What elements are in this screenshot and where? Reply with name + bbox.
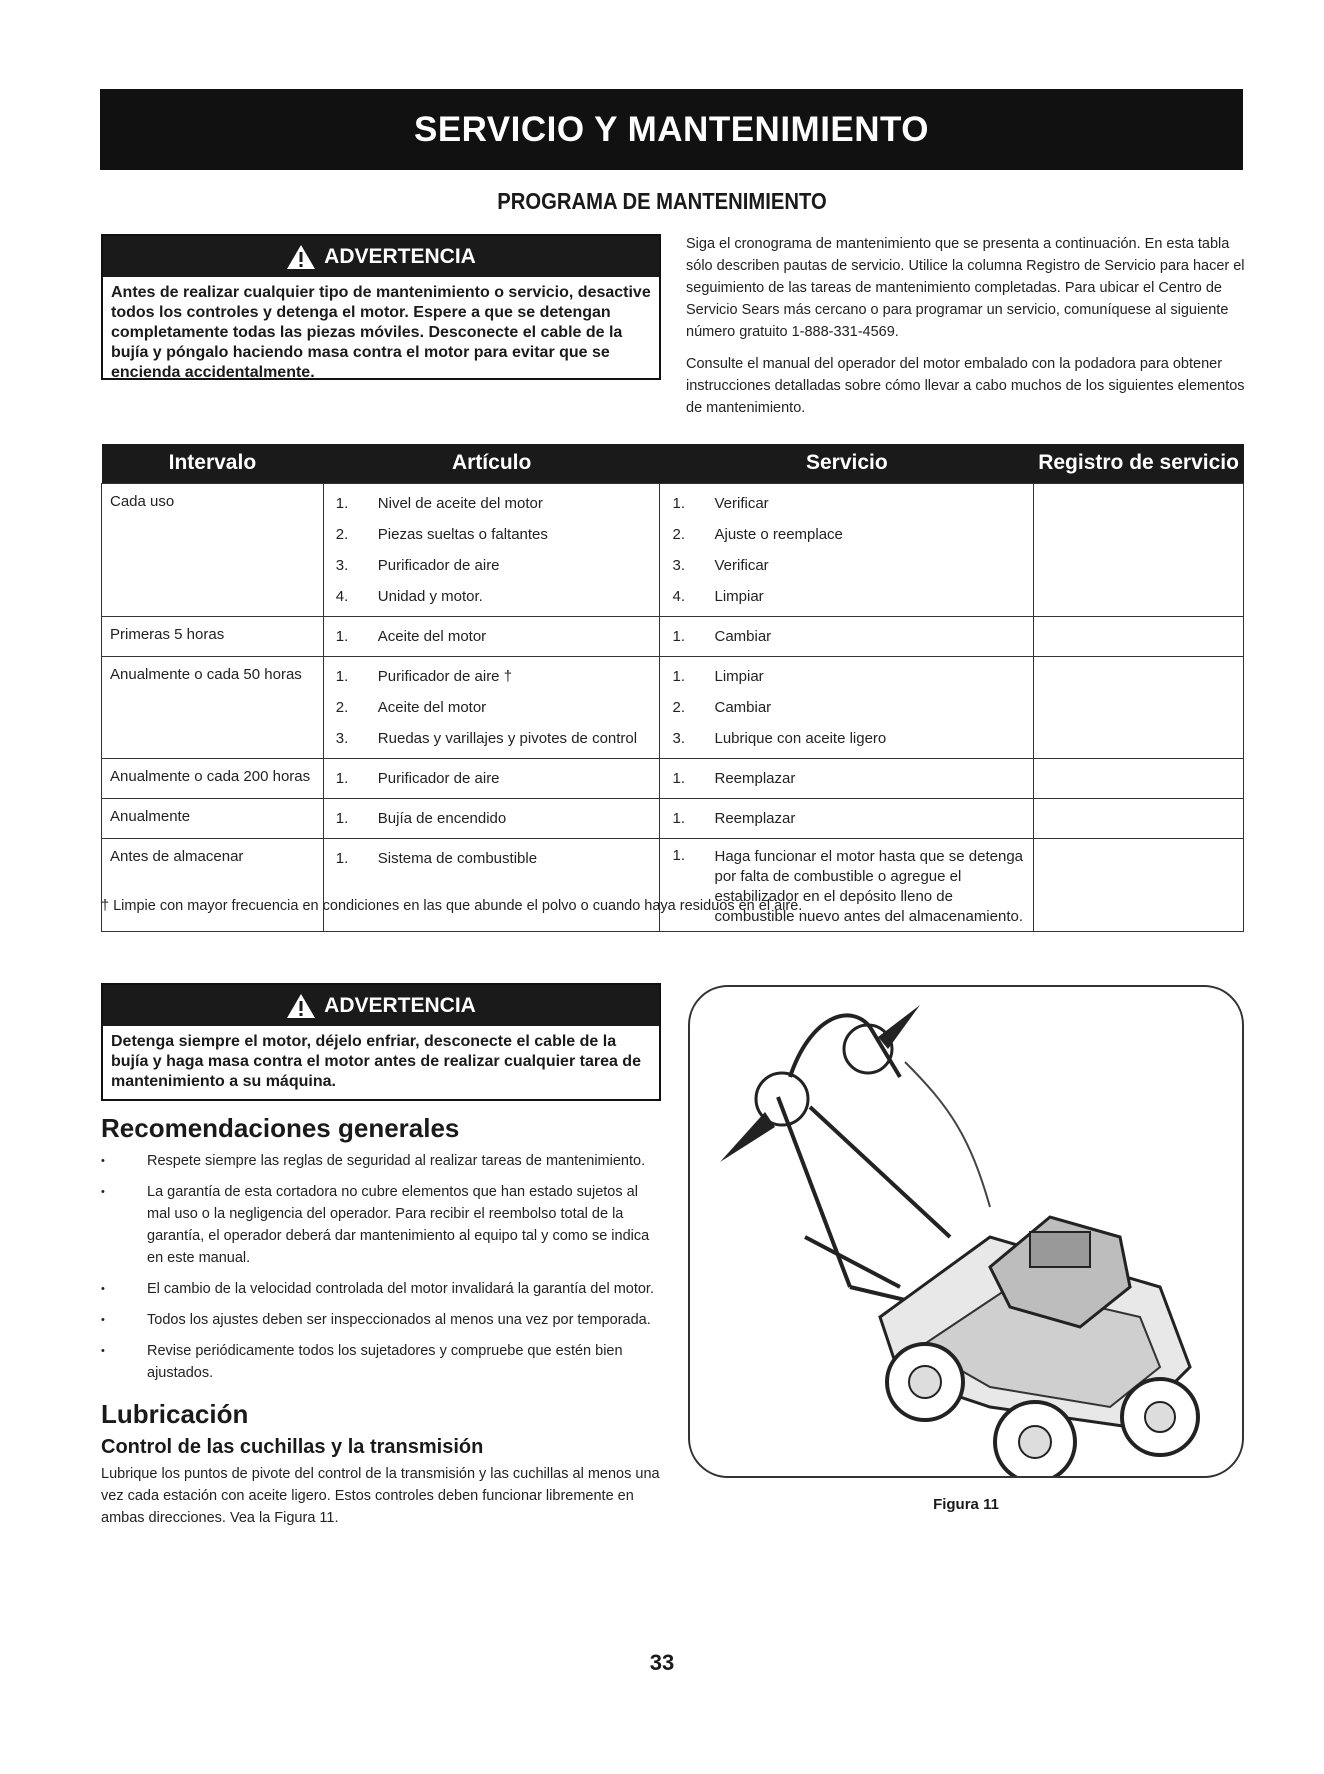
service-number: 3. [672,729,685,747]
list-item [666,723,1027,754]
list-item [666,519,1027,550]
service-number: 1. [672,769,685,787]
service-number: 3. [672,556,685,574]
warning-label: ADVERTENCIA [324,244,476,268]
list-item: • El cambio de la velocidad controlada del motor invalidará la garantía del motor. [101,1278,661,1300]
interval-cell: Anualmente [110,807,191,825]
item-number: 1. [335,809,349,827]
lubrication-heading: Lubricación [101,1399,249,1429]
service-text: Cambiar [714,627,772,645]
service-text: Ajuste o reemplace [714,525,843,543]
warning-text: Antes de realizar cualquier tipo de mantenimiento o servicio, desactive todos los controles y detenga el motor. Espere a que se detengan completamente todas las piezas móviles. Desconecte el cable de la bujía y póngalo haciendo masa contra el motor para evitar que se encienda accidentalmente. [111,284,651,381]
service-number: 1. [672,627,685,645]
list-item [330,488,654,519]
table-row [102,838,1244,931]
interval-cell: Cada uso [110,492,175,510]
table-row [102,656,1244,758]
service-record-cell [1034,838,1244,931]
item-text: Bujía de encendido [377,809,507,827]
warning-text: Detenga siempre el motor, déjelo enfriar, desconecte el cable de la bujía y haga masa contra el motor antes de realizar cualquier tarea de mantenimiento a su máquina. [111,1033,641,1090]
item-text: Purificador de aire [377,556,500,574]
table-footnote: † Limpie con mayor frecuencia en condiciones en las que abunde el polvo o cuando haya residuos en el aire. [101,898,803,914]
list-item [330,803,654,834]
item-text: Piezas sueltas o faltantes [377,525,548,543]
section-title: PROGRAMA DE MANTENIMIENTO [497,188,827,214]
list-item: • Todos los ajustes deben ser inspeccionados al menos una vez por temporada. [101,1309,661,1331]
item-text: Purificador de aire † [377,667,513,685]
header-servicio: Servicio [660,444,1034,483]
item-number: 2. [335,698,349,716]
warning-label: ADVERTENCIA [324,993,476,1017]
list-item [330,661,654,692]
item-number: 3. [335,729,349,747]
list-item [666,581,1027,612]
general-recommendations-heading: Recomendaciones generales [101,1113,460,1143]
warning-triangle-icon [286,993,316,1019]
table-row [102,483,1244,616]
lawn-mower-illustration-icon [690,987,1244,1478]
item-number: 1. [335,849,349,867]
item-number: 4. [335,587,349,605]
item-text: Nivel de aceite del motor [377,494,543,512]
list-item [330,550,654,581]
interval-cell: Anualmente o cada 50 horas [110,665,302,683]
service-text: Limpiar [714,587,764,605]
service-text: Reemplazar [714,769,796,787]
page-number: 33 [649,1650,675,1675]
header-intervalo: Intervalo [102,444,324,483]
list-item [330,763,654,794]
list-item [330,692,654,723]
service-number: 2. [672,698,685,716]
lubrication-text: Lubrique los puntos de pivote del control de la transmisión y las cuchillas al menos una vez cada estación con aceite ligero. Estos controles deben funcionar libremente en ambas direcciones. Vea la Figura 11. [101,1466,660,1526]
lubrication-subheading: Control de las cuchillas y la transmisión [101,1436,484,1458]
list-item [666,550,1027,581]
interval-cell: Antes de almacenar [110,847,244,865]
list-item [666,763,1027,794]
item-text: Sistema de combustible [377,849,538,867]
service-record-cell [1034,798,1244,838]
item-number: 1. [335,769,349,787]
item-text: Aceite del motor [377,698,487,716]
list-item [330,581,654,612]
service-text: Haga funcionar el motor hasta que se detenga por falta de combustible o agregue el estabilizador en el depósito lleno de combustible nuevo antes del almacenamiento. [714,847,1024,925]
service-number: 1. [672,494,685,512]
list-item: • Respete siempre las reglas de seguridad al realizar tareas de mantenimiento. [101,1150,661,1172]
figure-11 [688,985,1244,1478]
service-record-cell [1034,758,1244,798]
table-header-row [102,444,1244,483]
interval-cell: Primeras 5 horas [110,625,225,643]
recommendations-list [101,1150,661,1393]
service-record-cell [1034,656,1244,758]
item-text: Ruedas y varillajes y pivotes de control [377,729,638,747]
list-item [666,661,1027,692]
service-text: Verificar [714,556,769,574]
item-number: 1. [335,667,349,685]
list-item: • La garantía de esta cortadora no cubre elementos que han estado sujetos al mal uso o la negligencia del operador. Para recibir el reembolso total de la garantía, el operador deberá dar mantenimiento al equipo tal y como se indica en este manual. [101,1181,661,1269]
list-item [666,488,1027,519]
page-banner [100,89,1243,170]
item-text: Purificador de aire [377,769,500,787]
item-text: Unidad y motor. [377,587,483,605]
service-text: Reemplazar [714,809,796,827]
intro-paragraph-2: Consulte el manual del operador del motor embalado con la podadora para obtener instrucciones detalladas sobre cómo llevar a cabo muchos de los siguientes elementos de mantenimiento. [686,356,1245,416]
list-item: • Revise periódicamente todos los sujetadores y compruebe que estén bien ajustados. [101,1340,661,1384]
warning-box-1 [101,234,661,380]
page-title: SERVICIO Y MANTENIMIENTO [413,109,930,149]
interval-cell: Anualmente o cada 200 horas [110,767,311,785]
service-text: Lubrique con aceite ligero [714,729,887,747]
list-item [330,843,654,874]
list-item [330,621,654,652]
service-text: Limpiar [714,667,764,685]
service-text: Verificar [714,494,769,512]
service-number: 1. [672,667,685,685]
warning-header [103,236,659,277]
service-number: 1. [672,846,685,864]
maintenance-table [101,444,1244,932]
figure-caption: Figura 11 [933,1496,999,1513]
intro-text [686,233,1246,429]
warning-box-2 [101,983,661,1101]
list-item [330,519,654,550]
item-number: 2. [335,525,349,543]
service-record-cell [1034,616,1244,656]
warning-triangle-icon [286,244,316,270]
service-number: 4. [672,587,685,605]
table-row [102,798,1244,838]
warning-header [103,985,659,1026]
header-articulo: Artículo [323,444,660,483]
service-number: 1. [672,809,685,827]
list-item [666,621,1027,652]
service-text: Cambiar [714,698,772,716]
service-number: 2. [672,525,685,543]
table-row [102,758,1244,798]
table-row [102,616,1244,656]
header-registro: Registro de servicio [1034,444,1244,483]
item-number: 3. [335,556,349,574]
list-item [330,723,654,754]
list-item [666,692,1027,723]
list-item [666,803,1027,834]
item-number: 1. [335,494,349,512]
item-text: Aceite del motor [377,627,487,645]
item-number: 1. [335,627,349,645]
service-record-cell [1034,483,1244,616]
intro-paragraph-1: Siga el cronograma de mantenimiento que se presenta a continuación. En esta tabla sólo describen pautas de servicio. Utilice la columna Registro de Servicio para hacer el seguimiento de las tareas de mantenimiento completadas. Para ubicar el Centro de Servicio Sears más cercano o para programar un servicio, comuníquese al siguiente número gratuito 1-888-331-4569. [686,236,1245,340]
